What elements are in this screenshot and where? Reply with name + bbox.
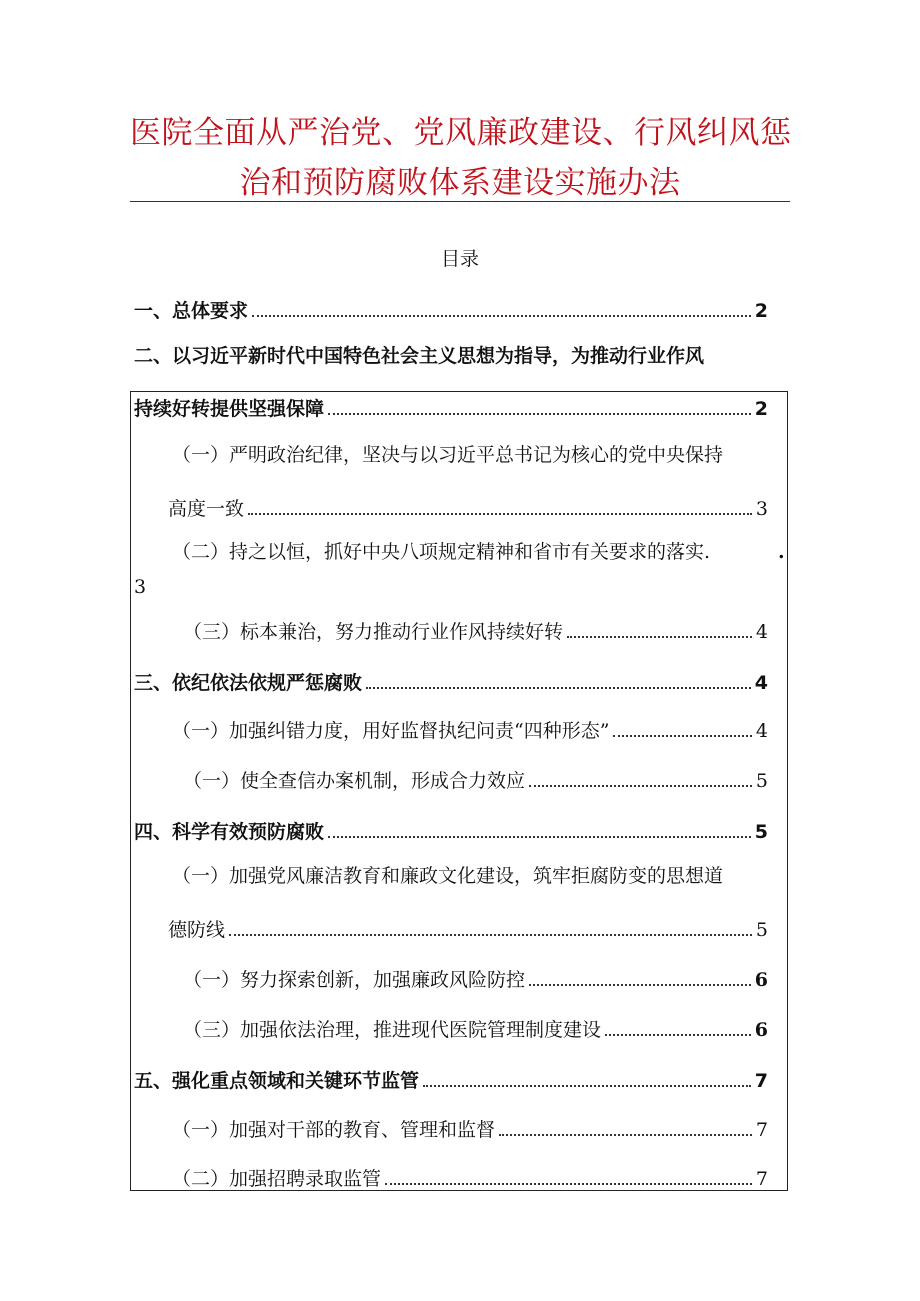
toc-entry-section-3[interactable] (134, 663, 768, 693)
toc-entry-section-4[interactable] (134, 812, 768, 842)
toc-leader-dots (423, 1085, 751, 1087)
toc-entry-section-3-1[interactable] (172, 711, 768, 741)
toc-entry-section-2-1-line-1[interactable]: （一）严明政治纪律，坚决与以习近平总书记为核心的党中央保持 (172, 444, 724, 466)
toc-entry-section-3-2[interactable] (183, 761, 768, 791)
toc-entry-text: 三、依纪依法依规严惩腐败 (134, 672, 363, 693)
toc-entry-section-4-1-line-2[interactable] (168, 910, 768, 940)
toc-page-number: 5 (755, 770, 768, 791)
toc-entry-section-5[interactable] (134, 1061, 768, 1091)
toc-leader-dots (328, 836, 751, 838)
toc-entry-text: （二）加强招聘录取监管 (172, 1168, 382, 1189)
toc-trailing-dot: . (778, 541, 785, 563)
toc-entry-text: 五、强化重点领域和关键环节监管 (134, 1070, 420, 1091)
toc-leader-dots (229, 934, 752, 936)
toc-page-number-section-2-2: 3 (134, 576, 147, 598)
toc-entry-text: 一、总体要求 (134, 300, 249, 321)
toc-entry-text: 四、科学有效预防腐败 (134, 821, 325, 842)
toc-entry-section-2-2[interactable]: （二）持之以恒，抓好中央八项规定精神和省市有关要求的落实. (172, 541, 711, 563)
toc-entry-section-1[interactable] (134, 291, 768, 321)
toc-page-number: 5 (755, 919, 768, 940)
toc-leader-dots (252, 315, 751, 317)
toc-page-number: 3 (755, 498, 768, 519)
toc-page-number: 7 (755, 1168, 768, 1189)
toc-entry-section-5-2[interactable] (172, 1159, 768, 1189)
toc-heading: 目录 (440, 248, 479, 270)
toc-page-number: 7 (754, 1070, 768, 1091)
toc-leader-dots (613, 735, 751, 737)
toc-page-number: 2 (754, 300, 768, 321)
toc-page-number: 6 (754, 1019, 768, 1040)
toc-entry-text: （三）加强依法治理，推进现代医院管理制度建设 (183, 1019, 602, 1040)
toc-leader-dots (499, 1134, 752, 1136)
document-title-line-1: 医院全面从严治党、党风廉政建设、行风纠风惩 (130, 115, 792, 151)
toc-entry-section-4-1-line-1[interactable]: （一）加强党风廉洁教育和廉政文化建设，筑牢拒腐防变的思想道 (172, 865, 724, 887)
toc-entry-text: （一）努力探索创新，加强廉政风险防控 (183, 969, 526, 990)
toc-page-number: 6 (754, 969, 768, 990)
toc-entry-text: （一）加强纠错力度，用好监督执纪问责“四种形态” (172, 720, 610, 741)
toc-leader-dots (248, 513, 752, 515)
toc-leader-dots (529, 785, 752, 787)
toc-entry-section-2-line-1[interactable]: 二、以习近平新时代中国特色社会主义思想为指导，为推动行业作风 (134, 345, 705, 367)
toc-entry-text: 高度一致 (168, 498, 245, 519)
toc-entry-text: 德防线 (168, 919, 226, 940)
toc-leader-dots (605, 1034, 751, 1036)
toc-page-number: 4 (755, 720, 768, 741)
toc-entry-text: （一）使全查信办案机制，形成合力效应 (183, 770, 526, 791)
toc-entry-section-2-line-2[interactable] (134, 389, 768, 419)
toc-leader-dots (385, 1183, 752, 1185)
toc-entry-text: 持续好转提供坚强保障 (134, 398, 325, 419)
document-title-line-2: 治和预防腐败体系建设实施办法 (239, 165, 681, 201)
toc-entry-text: （三）标本兼治，努力推动行业作风持续好转 (183, 621, 564, 642)
toc-entry-section-4-2[interactable] (183, 960, 768, 990)
toc-leader-dots (529, 984, 751, 986)
toc-entry-section-4-3[interactable] (183, 1010, 768, 1040)
toc-page-number: 4 (755, 621, 768, 642)
toc-page-number: 7 (755, 1119, 768, 1140)
toc-page-number: 4 (754, 672, 768, 693)
toc-page-number: 2 (754, 398, 768, 419)
toc-leader-dots (366, 687, 751, 689)
toc-page-number: 5 (754, 821, 768, 842)
toc-entry-text: （一）加强对干部的教育、管理和监督 (172, 1119, 496, 1140)
toc-entry-section-2-3[interactable] (183, 612, 768, 642)
toc-leader-dots (328, 413, 751, 415)
toc-entry-section-2-1-line-2[interactable] (168, 489, 768, 519)
toc-entry-section-5-1[interactable] (172, 1110, 768, 1140)
title-underline-rule (130, 201, 790, 202)
toc-leader-dots (567, 636, 752, 638)
